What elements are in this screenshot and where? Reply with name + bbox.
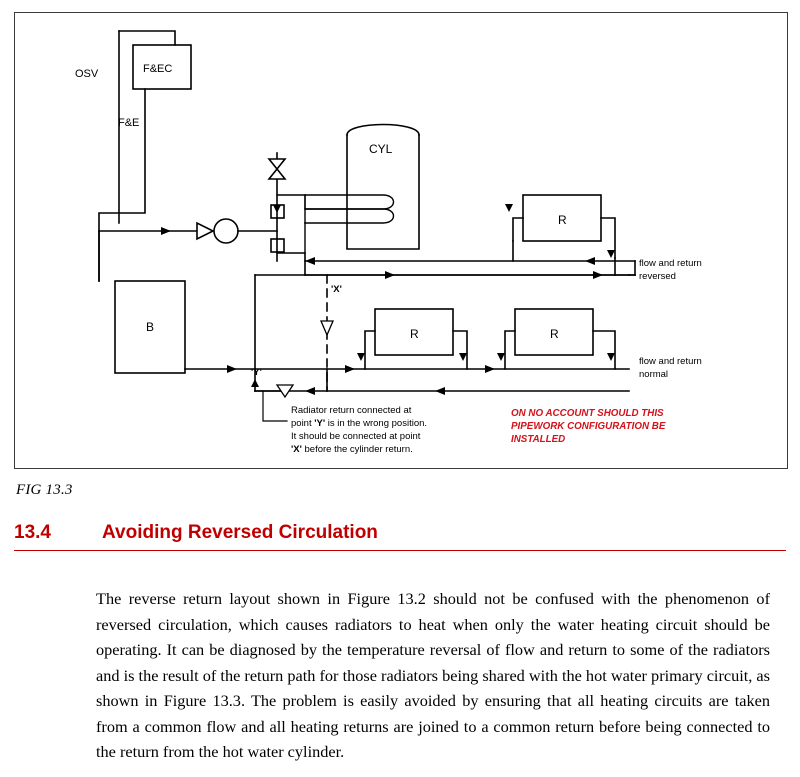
pump-symbol: [214, 219, 238, 243]
note-line-3: It should be connected at point: [291, 431, 421, 442]
arrow-normal-flow-1: [345, 365, 355, 373]
arrow-rev-return: [585, 257, 595, 265]
pump-isolation-valve: [197, 223, 213, 239]
label-fe: F&E: [118, 117, 140, 129]
flow-arrows: [161, 204, 615, 395]
label-reversed-line1: flow and return: [639, 258, 702, 269]
label-normal-line1: flow and return: [639, 356, 702, 367]
arrow-rev-flow-2: [593, 271, 603, 279]
arrow-normal-flow-2: [485, 365, 495, 373]
arrow-rad-top-in: [505, 204, 513, 212]
reversed-flow-header: [305, 253, 635, 275]
rad-mid-right-out: [593, 331, 615, 369]
heating-system-schematic: [15, 13, 787, 468]
coil-return-connect: [277, 223, 305, 253]
rad-top-return: [513, 241, 635, 261]
rad-mid-left-out: [453, 331, 467, 369]
arrow-rad-mid-l-out: [459, 353, 467, 361]
cylinder-coil-lower: [305, 209, 394, 223]
cylinder-dome: [347, 125, 419, 136]
arrow-boiler-flow: [161, 227, 171, 235]
arrow-rev-return-2: [305, 257, 315, 265]
label-point-y: 'Y': [251, 367, 262, 378]
section-number: 13.4: [14, 522, 51, 543]
arrow-normal-return-2: [305, 387, 315, 395]
label-radiator-top: R: [558, 213, 567, 227]
valve-upper-bottom: [269, 169, 285, 179]
label-boiler: B: [146, 320, 155, 334]
label-osv: OSV: [75, 68, 99, 80]
rad-mid-right-in: [505, 331, 515, 369]
arrow-rad-mid-r-in: [497, 353, 505, 361]
warning-line-2: PIPEWORK CONFIGURATION BE: [511, 421, 666, 432]
section-title: Avoiding Reversed Circulation: [102, 522, 378, 543]
label-fec: F&EC: [143, 63, 173, 75]
warning-line-3: INSTALLED: [511, 434, 566, 445]
valve-upper-top: [269, 159, 285, 169]
label-cyl: CYL: [369, 142, 393, 156]
rad-top-left-pipe: [513, 218, 523, 241]
arrow-rad-mid-l-in: [357, 353, 365, 361]
label-radiator-mid-left: R: [410, 327, 419, 341]
label-radiator-mid-right: R: [550, 327, 559, 341]
body-paragraph: The reverse return layout shown in Figure 13.2 should not be confused with the phenomenon of reversed circulation, which causes radiators to heat when only the water heating circuit should be operating. It can be diagnosed by the temperature reversal of flow and return to some of the radiators and is the result of the return path for those radiators being shared with the hot water primary circuit, as shown in Figure 13.3. The problem is easily avoided by ensuring that all heating circuits are taken from a common flow and all heating returns are joined to a common return before being connected to the return from the hot water cylinder.: [96, 589, 770, 762]
x-point-marker: [321, 321, 333, 335]
arrow-riser-up: [273, 205, 281, 213]
note-line-1: Radiator return connected at: [291, 405, 412, 416]
section-heading: [14, 522, 786, 551]
arrow-normal-return-1: [435, 387, 445, 395]
arrow-y-up: [251, 379, 259, 387]
arrow-rad-top-out: [607, 250, 615, 258]
arrow-rad-mid-r-out: [607, 353, 615, 361]
rad-mid-left-in: [365, 331, 375, 369]
figure-caption: FIG 13.3: [16, 482, 73, 498]
label-reversed-line2: reversed: [639, 271, 676, 282]
label-point-x: 'X': [331, 284, 342, 295]
figure-13-3-diagram: [14, 12, 788, 469]
arrow-boiler-return: [227, 365, 237, 373]
note-line-4: 'X' before the cylinder return.: [291, 444, 413, 455]
label-normal-line2: normal: [639, 369, 669, 380]
vent-top-pipe: [119, 31, 175, 45]
arrow-rev-flow-1: [385, 271, 395, 279]
cylinder-coil-upper: [305, 195, 394, 209]
open-valve-markers: [277, 321, 333, 397]
warning-line-1: ON NO ACCOUNT SHOULD THIS: [511, 408, 664, 419]
note-line-2: point 'Y' is in the wrong position.: [291, 418, 428, 429]
